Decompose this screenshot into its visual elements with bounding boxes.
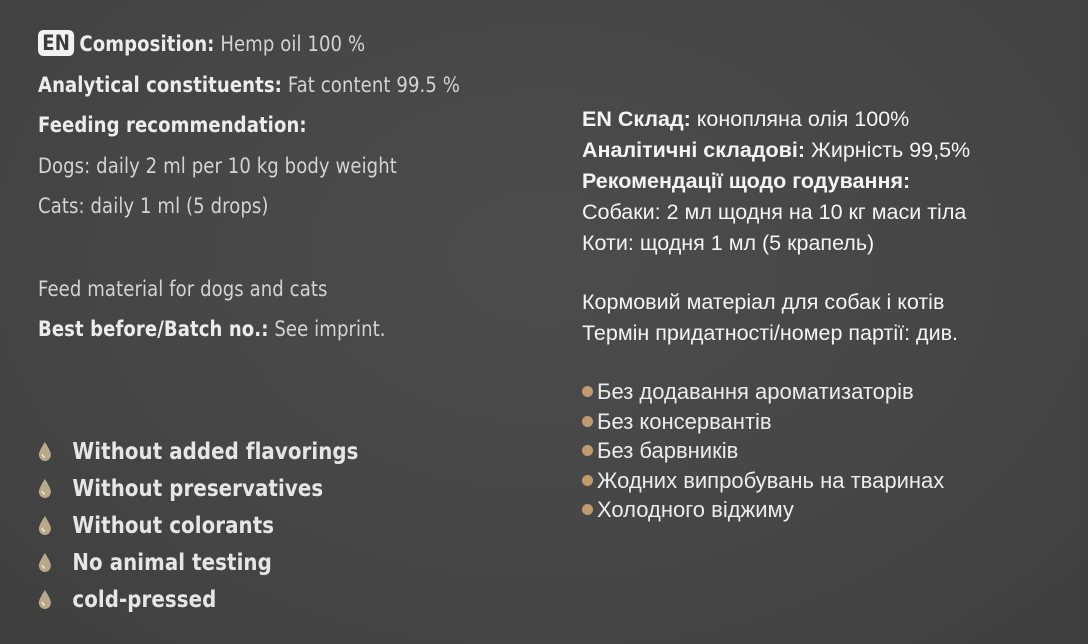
ua-cats-dosage: Коти: щодня 1 мл (5 крапель) — [582, 231, 875, 255]
ua-feature-item — [582, 407, 1082, 437]
en-feature-label: Without colorants — [72, 512, 275, 539]
oil-drop-icon — [38, 552, 52, 572]
en-feature-item — [38, 434, 485, 471]
ua-feed-material: Кормовий матеріал для собак і котів — [582, 290, 945, 314]
ua-composition-value: конопляна олія 100% — [690, 107, 910, 131]
oil-drop-icon — [38, 441, 52, 461]
ua-feature-item — [582, 436, 1082, 466]
ua-composition-label: EN Склад: — [582, 107, 691, 131]
en-feature-label: Without added flavorings — [72, 438, 359, 465]
en-feature-item — [38, 471, 485, 508]
bullet-dot-icon — [582, 386, 593, 397]
ua-feeding-heading — [582, 166, 1082, 197]
ua-analytical-line — [582, 135, 1082, 166]
en-dogs-dosage: Dogs: daily 2 ml per 10 kg body weight — [38, 153, 397, 178]
ua-feature-label: Жодних випробувань на тваринах — [597, 467, 945, 493]
oil-drop-icon — [38, 589, 52, 609]
en-analytical-value: Fat content 99.5 % — [281, 72, 460, 97]
en-feed-material: Feed material for dogs and cats — [38, 276, 328, 301]
ua-analytical-value: Жирність 99,5% — [805, 138, 971, 162]
bullet-dot-icon — [582, 416, 593, 427]
ua-composition-line — [582, 104, 1082, 135]
ua-feature-label: Без барвників — [597, 438, 739, 463]
spacer — [582, 259, 1082, 287]
en-language-badge: EN — [38, 30, 74, 56]
spacer — [582, 349, 1082, 377]
en-feature-item — [38, 508, 485, 545]
en-best-before-line — [38, 309, 485, 350]
en-analytical-label: Analytical constituents: — [38, 72, 282, 97]
oil-drop-icon — [38, 478, 52, 498]
ua-feature-label: Без консервантів — [597, 408, 772, 434]
ukrainian-translation-panel — [582, 104, 1082, 525]
ua-feeding-label: Рекомендації щодо годування: — [582, 169, 911, 193]
en-best-before-value: See imprint. — [268, 317, 386, 341]
oil-drop-icon — [38, 515, 52, 535]
en-feeding-label: Feeding recommendation: — [38, 113, 307, 137]
en-feature-label: No animal testing — [72, 549, 272, 576]
en-feature-label: Without preservatives — [72, 475, 324, 502]
ua-feature-label: Без додавання ароматизаторів — [597, 379, 914, 404]
bullet-dot-icon — [582, 475, 593, 486]
ua-dogs-dosage: Собаки: 2 мл щодня на 10 кг маси тіла — [582, 200, 967, 224]
bullet-dot-icon — [582, 445, 593, 456]
english-label-panel — [38, 24, 485, 619]
en-feature-item — [38, 545, 485, 582]
ua-feature-item — [582, 495, 1082, 525]
en-composition-value: Hemp oil 100 % — [214, 32, 366, 56]
ua-analytical-label: Аналітичні складові: — [582, 138, 805, 162]
ua-feature-item — [582, 466, 1082, 496]
en-cats-dosage: Cats: daily 1 ml (5 drops) — [38, 194, 269, 218]
en-composition-label: Composition: — [79, 32, 215, 56]
en-composition-line — [38, 24, 485, 65]
ua-feature-item — [582, 377, 1082, 407]
en-feature-item — [38, 582, 485, 619]
en-analytical-line — [38, 65, 485, 106]
en-best-before-label: Best before/Batch no.: — [38, 317, 269, 341]
ua-feature-label: Холодного віджиму — [597, 497, 794, 522]
en-feature-label: cold-pressed — [72, 586, 217, 613]
bullet-dot-icon — [582, 504, 593, 515]
spacer — [38, 227, 485, 269]
en-feeding-heading — [38, 105, 485, 146]
spacer — [38, 350, 485, 434]
ua-best-before: Термін придатності/номер партії: див. — [582, 321, 958, 345]
